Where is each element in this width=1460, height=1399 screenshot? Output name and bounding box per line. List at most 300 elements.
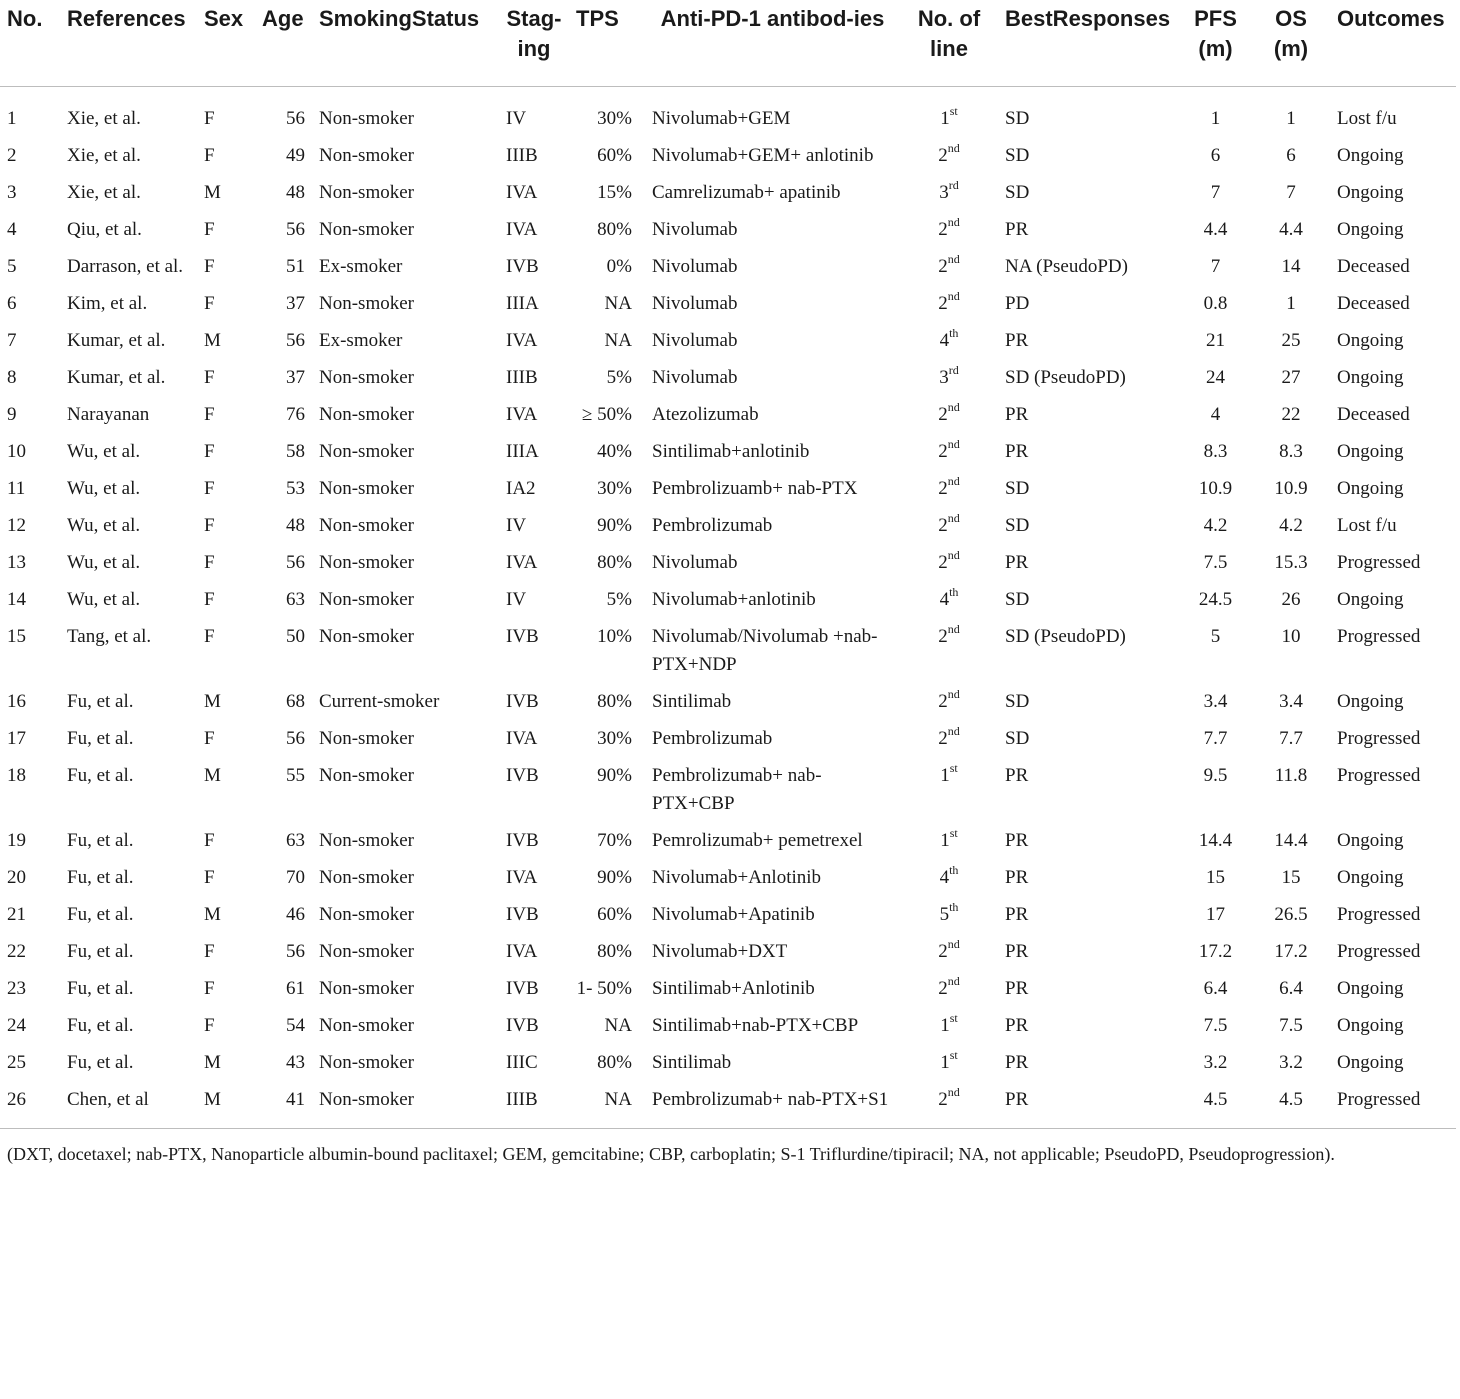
- cell-line: [900, 1086, 998, 1129]
- cell-staging: IVA: [506, 941, 538, 962]
- cell-no: 9: [7, 404, 17, 425]
- cell-sex: F: [204, 441, 215, 462]
- cell-sex: F: [204, 256, 215, 277]
- cell-best-response: SD: [1005, 691, 1030, 712]
- cell-os: 6.4: [1279, 978, 1303, 999]
- table-row: [0, 216, 1456, 253]
- cell-no: 17: [7, 728, 26, 749]
- cell-os: 3.4: [1279, 691, 1303, 712]
- table-row: [0, 512, 1456, 549]
- cell-best-response: SD (PseudoPD): [1005, 626, 1126, 647]
- line-number: 2: [938, 478, 948, 499]
- cell-reference: Darrason, et al.: [67, 256, 184, 277]
- cell-staging: IIIB: [506, 145, 538, 166]
- header-age: Age: [255, 0, 312, 87]
- cell-tps: 80%: [597, 1052, 632, 1073]
- cell-sex: F: [204, 978, 215, 999]
- cell-age: 61: [286, 978, 305, 999]
- cell-smoking-status: Non-smoker: [319, 367, 414, 388]
- cell-no: 14: [7, 589, 26, 610]
- line-number: 1: [940, 108, 950, 129]
- cell-os: 4.4: [1279, 219, 1303, 240]
- cell-antibody: Sintilimab+Anlotinib: [652, 978, 815, 999]
- cell-reference: Fu, et al.: [67, 691, 134, 712]
- cell-staging: IVA: [506, 219, 538, 240]
- cell-antibody: Nivolumab+GEM: [652, 108, 791, 129]
- header-line: No. of line: [900, 0, 998, 87]
- cell-smoking-status: Non-smoker: [312, 1086, 499, 1129]
- cell-smoking-status: Non-smoker: [319, 515, 414, 536]
- cell-age: 48: [286, 515, 305, 536]
- cell-best-response: SD (PseudoPD): [1005, 367, 1126, 388]
- cell-pfs: 24.5: [1198, 589, 1233, 610]
- line-number: 1: [940, 1015, 950, 1036]
- cell-outcome: Ongoing: [1337, 830, 1404, 851]
- header-smoking-status: SmokingStatus: [312, 0, 499, 87]
- cell-staging: IVB: [506, 626, 539, 647]
- table-row: [0, 327, 1456, 364]
- cell-best-response: SD: [1005, 589, 1030, 610]
- cell-staging: IVA: [506, 404, 538, 425]
- cell-line: [900, 901, 998, 938]
- cell-reference: Fu, et al.: [67, 941, 134, 962]
- cell-staging: IVB: [506, 904, 539, 925]
- cell-best-response: PR: [1005, 330, 1029, 351]
- cell-age: 53: [286, 478, 305, 499]
- table-row: [0, 938, 1456, 975]
- line-number: 2: [938, 404, 948, 425]
- cell-tps: 60%: [597, 904, 632, 925]
- cell-best-response: PR: [1005, 941, 1029, 962]
- cell-tps: ≥ 50%: [581, 404, 632, 425]
- table-row: [0, 401, 1456, 438]
- cell-staging: IIIB: [506, 367, 538, 388]
- cell-smoking-status: Non-smoker: [319, 293, 414, 314]
- cell-no: 11: [7, 478, 26, 499]
- cell-tps: 5%: [606, 367, 632, 388]
- table-row: [0, 1012, 1456, 1049]
- cell-os: 14.4: [1274, 830, 1308, 851]
- line-number: 2: [938, 145, 948, 166]
- cell-age: 63: [286, 830, 305, 851]
- cell-sex: F: [204, 552, 215, 573]
- cell-tps: 40%: [597, 441, 632, 462]
- cell-tps: 60%: [597, 145, 632, 166]
- line-number: 2: [938, 441, 948, 462]
- cell-no: 7: [7, 330, 17, 351]
- cell-line: [900, 586, 998, 623]
- cell-staging: IVB: [506, 765, 539, 786]
- cell-pfs: 9.5: [1203, 765, 1228, 786]
- cell-no: 4: [7, 219, 17, 240]
- cell-sex: F: [204, 219, 215, 240]
- cell-sex: F: [204, 478, 215, 499]
- cell-reference: Kumar, et al.: [67, 367, 166, 388]
- cell-smoking-status: Current-smoker: [319, 691, 440, 712]
- cell-line: [900, 623, 998, 688]
- cell-tps: 70%: [597, 830, 632, 851]
- line-ordinal-suffix: th: [949, 862, 959, 877]
- cell-os: 10.9: [1274, 478, 1308, 499]
- cell-tps: 15%: [597, 182, 632, 203]
- cell-sex: F: [204, 1015, 215, 1036]
- cell-line: [900, 1049, 998, 1086]
- cell-line: [900, 475, 998, 512]
- table-row: [0, 1049, 1456, 1086]
- cell-best-response: PR: [998, 1086, 1179, 1129]
- table-row: [0, 87, 1456, 143]
- cell-no: 22: [7, 941, 26, 962]
- cell-line: [900, 864, 998, 901]
- cell-line: [900, 216, 998, 253]
- cell-reference: Wu, et al.: [67, 515, 141, 536]
- cell-best-response: PR: [1005, 404, 1029, 425]
- header-os: OS (m): [1252, 0, 1330, 87]
- cell-outcome: Ongoing: [1337, 1015, 1404, 1036]
- cell-smoking-status: Non-smoker: [319, 765, 414, 786]
- cell-age: 37: [286, 293, 305, 314]
- cell-pfs: 7.7: [1203, 728, 1228, 749]
- line-number: 2: [938, 552, 948, 573]
- cell-os: 26: [1281, 589, 1301, 610]
- cell-tps: 0%: [606, 256, 632, 277]
- cell-outcome: Progressed: [1337, 904, 1421, 925]
- table-row: [0, 364, 1456, 401]
- cell-sex: F: [204, 728, 215, 749]
- cell-reference: Narayanan: [67, 404, 150, 425]
- cell-pfs: 6.4: [1203, 978, 1228, 999]
- cell-tps: 30%: [597, 478, 632, 499]
- cell-tps: 10%: [597, 626, 632, 647]
- table-row: [0, 1086, 1456, 1129]
- cell-tps: 1- 50%: [576, 978, 632, 999]
- cell-smoking-status: Non-smoker: [319, 182, 414, 203]
- cell-staging: IV: [506, 108, 527, 129]
- cell-pfs: 7: [1210, 182, 1221, 203]
- cell-outcome: Progressed: [1337, 552, 1421, 573]
- cell-sex: M: [197, 1086, 255, 1129]
- cell-tps: NA: [604, 330, 632, 351]
- line-number: 2: [938, 219, 948, 240]
- cell-tps: 30%: [597, 108, 632, 129]
- cell-smoking-status: Non-smoker: [319, 478, 414, 499]
- cell-os: 7.5: [1279, 1015, 1303, 1036]
- cell-os: 22: [1281, 404, 1301, 425]
- cell-reference: Tang, et al.: [67, 626, 152, 647]
- cell-pfs: 3.4: [1203, 691, 1228, 712]
- table-body: [0, 87, 1456, 1129]
- cell-line: [900, 975, 998, 1012]
- cell-age: 63: [286, 589, 305, 610]
- cell-tps: 80%: [597, 219, 632, 240]
- cell-reference: Fu, et al.: [67, 765, 134, 786]
- line-number: 2: [938, 941, 948, 962]
- cell-antibody: Pembrolizumab: [652, 728, 773, 749]
- table-row: [0, 975, 1456, 1012]
- cell-line: [900, 364, 998, 401]
- cell-tps: 90%: [597, 765, 632, 786]
- cell-smoking-status: Non-smoker: [319, 867, 414, 888]
- cell-best-response: PR: [1005, 904, 1029, 925]
- cell-sex: F: [204, 404, 215, 425]
- line-ordinal-suffix: nd: [947, 973, 960, 988]
- cell-os: 3.2: [1279, 1052, 1303, 1073]
- table-row: [0, 586, 1456, 623]
- cell-staging: IVB: [506, 830, 539, 851]
- cell-reference: Fu, et al.: [67, 728, 134, 749]
- cell-antibody: Nivolumab+anlotinib: [652, 589, 816, 610]
- cell-antibody: Pembrolizumab+ nab-PTX+CBP: [652, 765, 822, 814]
- line-number: 1: [940, 1052, 950, 1073]
- line-ordinal-suffix: st: [949, 760, 958, 775]
- line-ordinal-suffix: nd: [947, 510, 960, 525]
- cell-line: [900, 401, 998, 438]
- cell-pfs: 10.9: [1198, 478, 1233, 499]
- cell-smoking-status: Non-smoker: [319, 589, 414, 610]
- cell-smoking-status: Ex-smoker: [319, 330, 403, 351]
- cell-smoking-status: Non-smoker: [319, 1052, 414, 1073]
- cell-tps: 30%: [597, 728, 632, 749]
- cell-antibody: Nivolumab+Apatinib: [652, 904, 815, 925]
- table-row: [0, 475, 1456, 512]
- cell-line: [900, 327, 998, 364]
- cell-antibody: Nivolumab: [652, 219, 738, 240]
- line-ordinal-suffix: st: [949, 1047, 958, 1062]
- cell-pfs: 7.5: [1203, 1015, 1228, 1036]
- cell-best-response: PR: [1005, 765, 1029, 786]
- cell-age: 54: [286, 1015, 305, 1036]
- cell-outcome: Ongoing: [1337, 330, 1404, 351]
- cell-age: 50: [286, 626, 305, 647]
- cell-reference: Kim, et al.: [67, 293, 148, 314]
- cell-best-response: NA (PseudoPD): [1005, 256, 1128, 277]
- cell-no: 26: [0, 1086, 60, 1129]
- cell-os: 7: [1286, 182, 1296, 203]
- line-ordinal-suffix: rd: [948, 177, 959, 192]
- cell-best-response: SD: [1005, 728, 1030, 749]
- cell-pfs: 14.4: [1198, 830, 1233, 851]
- cell-antibody: Nivolumab+GEM+ anlotinib: [652, 145, 874, 166]
- cell-pfs: 0.8: [1203, 293, 1228, 314]
- cell-no: 2: [7, 145, 17, 166]
- cell-os: 1: [1286, 108, 1296, 129]
- line-number: 2: [938, 728, 948, 749]
- cell-no: 10: [7, 441, 26, 462]
- cell-best-response: SD: [1005, 145, 1030, 166]
- cell-sex: F: [204, 108, 215, 129]
- table-footnote: (DXT, docetaxel; nab-PTX, Nanoparticle albumin-bound paclitaxel; GEM, gemcitabine; CBP, carboplatin; S-1 Triflurdine/tipiracil; NA, not applicable; PseudoPD, Pseudoprogression).: [7, 1144, 1335, 1164]
- cell-line: [900, 827, 998, 864]
- table-row: [0, 725, 1456, 762]
- cell-staging: IVB: [506, 256, 539, 277]
- cell-staging: IVA: [506, 330, 538, 351]
- table-row: [0, 142, 1456, 179]
- cell-pfs: 3.2: [1203, 1052, 1228, 1073]
- cell-reference: Chen, et al: [60, 1086, 197, 1129]
- cell-best-response: PR: [1005, 441, 1029, 462]
- cell-age: 41: [255, 1086, 312, 1129]
- cell-antibody: Nivolumab: [652, 330, 738, 351]
- cell-sex: M: [204, 904, 221, 925]
- cell-os: 26.5: [1274, 904, 1308, 925]
- line-ordinal-suffix: nd: [947, 473, 960, 488]
- cell-outcome: Progressed: [1337, 728, 1421, 749]
- cell-pfs: 15: [1206, 867, 1225, 888]
- cell-sex: F: [204, 293, 215, 314]
- table-row: [0, 864, 1456, 901]
- line-number: 1: [940, 765, 950, 786]
- cell-age: 56: [286, 219, 305, 240]
- cell-outcome: Ongoing: [1337, 478, 1404, 499]
- cell-outcome: Ongoing: [1337, 691, 1404, 712]
- cell-tps: 90%: [597, 515, 632, 536]
- cell-os: 6: [1286, 145, 1296, 166]
- cell-pfs: 21: [1206, 330, 1225, 351]
- cell-tps: 80%: [597, 691, 632, 712]
- cell-no: 25: [7, 1052, 26, 1073]
- cell-best-response: PD: [1005, 293, 1030, 314]
- cell-sex: M: [204, 182, 221, 203]
- header-references: References: [60, 0, 197, 87]
- cell-outcome: Ongoing: [1337, 441, 1404, 462]
- cell-tps: NA: [604, 293, 632, 314]
- cell-antibody: Sintilimab+nab-PTX+CBP: [652, 1015, 859, 1036]
- cell-os: 25: [1281, 330, 1301, 351]
- cell-sex: F: [204, 515, 215, 536]
- cell-outcome: Deceased: [1337, 256, 1410, 277]
- line-number: 2: [938, 515, 948, 536]
- cell-outcome: Lost f/u: [1337, 108, 1397, 129]
- cell-sex: F: [204, 830, 215, 851]
- cell-pfs: 7: [1210, 256, 1221, 277]
- cell-os: 15.3: [1274, 552, 1308, 573]
- cell-antibody: Pemrolizumab+ pemetrexel: [652, 830, 863, 851]
- line-ordinal-suffix: nd: [947, 723, 960, 738]
- cell-outcome: Ongoing: [1337, 978, 1404, 999]
- cell-tps: 90%: [597, 867, 632, 888]
- cell-sex: F: [204, 589, 215, 610]
- cell-line: [900, 438, 998, 475]
- cell-age: 46: [286, 904, 305, 925]
- cell-staging: IV: [506, 515, 527, 536]
- cell-outcome: Progressed: [1337, 941, 1421, 962]
- cell-os: 14: [1281, 256, 1301, 277]
- line-ordinal-suffix: st: [949, 1010, 958, 1025]
- cell-age: 56: [286, 552, 305, 573]
- line-number: 2: [938, 626, 948, 647]
- cell-line: [900, 290, 998, 327]
- cell-tps: 80%: [597, 552, 632, 573]
- cell-age: 55: [286, 765, 305, 786]
- cell-smoking-status: Non-smoker: [319, 978, 414, 999]
- table-row: [0, 253, 1456, 290]
- line-ordinal-suffix: st: [949, 103, 958, 118]
- cell-staging: IVB: [506, 691, 539, 712]
- cell-best-response: PR: [1005, 867, 1029, 888]
- cell-staging: IA2: [506, 478, 536, 499]
- cell-sex: F: [204, 941, 215, 962]
- cell-pfs: 7.5: [1203, 552, 1228, 573]
- cell-os: 4.2: [1279, 515, 1303, 536]
- cell-reference: Wu, et al.: [67, 589, 141, 610]
- cell-age: 56: [286, 941, 305, 962]
- cell-pfs: 5: [1210, 626, 1221, 647]
- cell-staging: IIIC: [506, 1052, 538, 1073]
- cell-smoking-status: Non-smoker: [319, 441, 414, 462]
- line-ordinal-suffix: nd: [947, 399, 960, 414]
- cell-outcome: Progressed: [1330, 1086, 1456, 1129]
- line-number: 2: [938, 978, 948, 999]
- line-ordinal-suffix: rd: [948, 362, 959, 377]
- table-row: [0, 688, 1456, 725]
- line-ordinal-suffix: nd: [947, 288, 960, 303]
- line-ordinal-suffix: nd: [947, 251, 960, 266]
- cell-age: 56: [286, 108, 305, 129]
- cell-no: 20: [7, 867, 26, 888]
- cell-pfs: 1: [1210, 108, 1221, 129]
- cell-sex: M: [204, 330, 221, 351]
- table-row: [0, 179, 1456, 216]
- cell-sex: M: [204, 1052, 221, 1073]
- cell-os: 15: [1281, 867, 1301, 888]
- cell-os: 10: [1281, 626, 1301, 647]
- cell-age: 58: [286, 441, 305, 462]
- cell-antibody: Sintilimab: [652, 1052, 732, 1073]
- table-row: [0, 290, 1456, 327]
- cell-smoking-status: Non-smoker: [319, 1015, 414, 1036]
- table-header: [0, 0, 1456, 87]
- cell-smoking-status: Ex-smoker: [319, 256, 403, 277]
- line-ordinal-suffix: th: [949, 325, 959, 340]
- cell-antibody: Pembrolizumab+ nab-PTX+S1: [645, 1086, 900, 1129]
- line-ordinal-suffix: nd: [947, 686, 960, 701]
- line-number: 3: [939, 182, 949, 203]
- cell-antibody: Nivolumab/Nivolumab +nab-PTX+NDP: [652, 626, 878, 675]
- header-row: [0, 0, 1456, 87]
- line-number: 4: [939, 867, 950, 888]
- line-number: 5: [939, 904, 950, 925]
- cell-smoking-status: Non-smoker: [319, 219, 414, 240]
- cell-antibody: Pembrolizumab: [652, 515, 773, 536]
- header-staging: Stag-ing: [499, 0, 569, 87]
- cell-pfs: 4.2: [1203, 515, 1228, 536]
- cell-sex: F: [204, 145, 215, 166]
- cell-no: 19: [7, 830, 26, 851]
- cell-antibody: Nivolumab: [652, 552, 738, 573]
- line-ordinal-suffix: nd: [947, 621, 960, 636]
- cell-outcome: Ongoing: [1337, 182, 1404, 203]
- cell-sex: M: [204, 765, 221, 786]
- cell-best-response: SD: [1005, 515, 1030, 536]
- line-number: 2: [938, 293, 948, 314]
- cell-no: 18: [7, 765, 26, 786]
- cell-age: 68: [286, 691, 305, 712]
- cell-os: 17.2: [1274, 941, 1308, 962]
- cell-best-response: SD: [1005, 182, 1030, 203]
- line-ordinal-suffix: nd: [947, 140, 960, 155]
- cell-sex: F: [204, 867, 215, 888]
- cell-reference: Fu, et al.: [67, 904, 134, 925]
- cell-no: 24: [7, 1015, 26, 1036]
- cell-outcome: Ongoing: [1337, 1052, 1404, 1073]
- cell-pfs: 17: [1206, 904, 1225, 925]
- cell-smoking-status: Non-smoker: [319, 404, 414, 425]
- cell-age: 56: [286, 330, 305, 351]
- cell-no: 23: [7, 978, 26, 999]
- table-row: [0, 438, 1456, 475]
- table-row: [0, 549, 1456, 586]
- cell-pfs: 4: [1210, 404, 1221, 425]
